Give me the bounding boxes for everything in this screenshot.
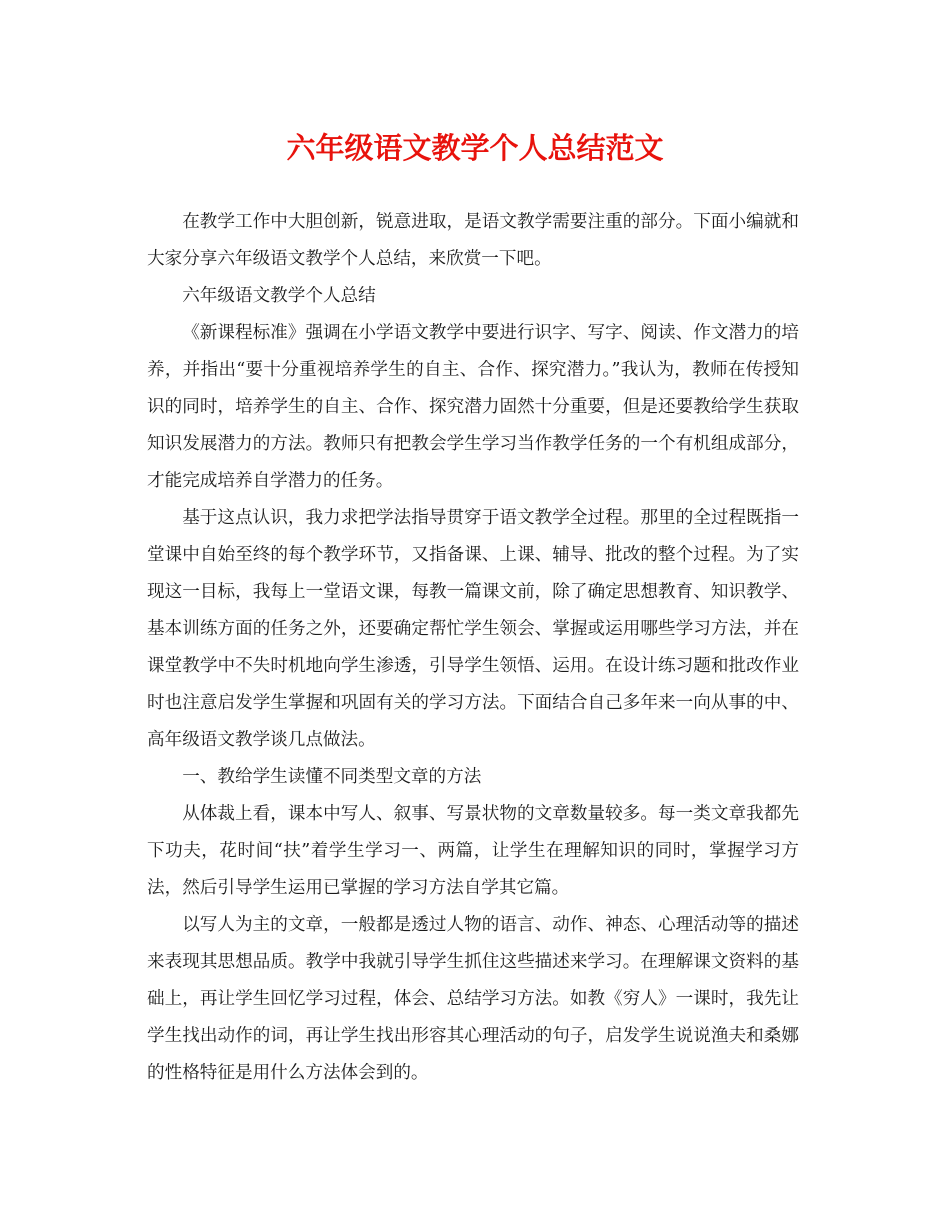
section-heading-1: 一、教给学生读懂不同类型文章的方法 <box>182 767 482 787</box>
paragraph-genres: 从体裁上看，课本中写人、叙事、写景状物的文章数量较多。每一类文章我都先下功夫，花时间“扶”着学生学习一、两篇，让学生在理解知识的同时，掌握学习方法，然后引导学生运用已掌握的学习方法自学其它篇。 <box>147 804 799 898</box>
document-body <box>147 204 799 1092</box>
paragraph-method-guidance: 基于这点认识，我力求把学法指导贯穿于语文教学全过程。那里的全过程既指一堂课中自始至终的每个教学环节，又指备课、上课、辅导、批改的整个过程。为了实现这一目标，我每上一堂语文课，每教一篇课文前，除了确定思想教育、知识教学、基本训练方面的任务之外，还要确定帮忙学生领会、掌握或运用哪些学习方法，并在课堂教学中不失时机地向学生渗透，引导学生领悟、运用。在设计练习题和批改作业时也注意启发学生掌握和巩固有关的学习方法。下面结合自己多年来一向从事的中、高年级语文教学谈几点做法。 <box>147 508 799 750</box>
paragraph-intro: 在教学工作中大胆创新，锐意进取，是语文教学需要注重的部分。下面小编就和大家分享六年级语文教学个人总结，来欣赏一下吧。 <box>147 212 799 269</box>
paragraph-curriculum: 《新课程标准》强调在小学语文教学中要进行识字、写字、阅读、作文潜力的培养，并指出“要十分重视培养学生的自主、合作、探究潜力。”我认为，教师在传授知识的同时，培养学生的自主、合作、探究潜力固然十分重要，但是还要教给学生获取知识发展潜力的方法。教师只有把教会学生学习当作教学任务的一个有机组成部分，才能完成培养自学潜力的任务。 <box>147 323 799 491</box>
paragraph-character-texts: 以写人为主的文章，一般都是透过人物的语言、动作、神态、心理活动等的描述来表现其思想品质。教学中我就引导学生抓住这些描述来学习。在理解课文资料的基础上，再让学生回忆学习过程，体会、总结学习方法。如教《穷人》一课时，我先让学生找出动作的词，再让学生找出形容其心理活动的句子，启发学生说说渔夫和桑娜的性格特征是用什么方法体会到的。 <box>147 915 799 1083</box>
paragraph-subheading: 六年级语文教学个人总结 <box>182 286 376 306</box>
document-title: 六年级语文教学个人总结范文 <box>286 131 664 165</box>
